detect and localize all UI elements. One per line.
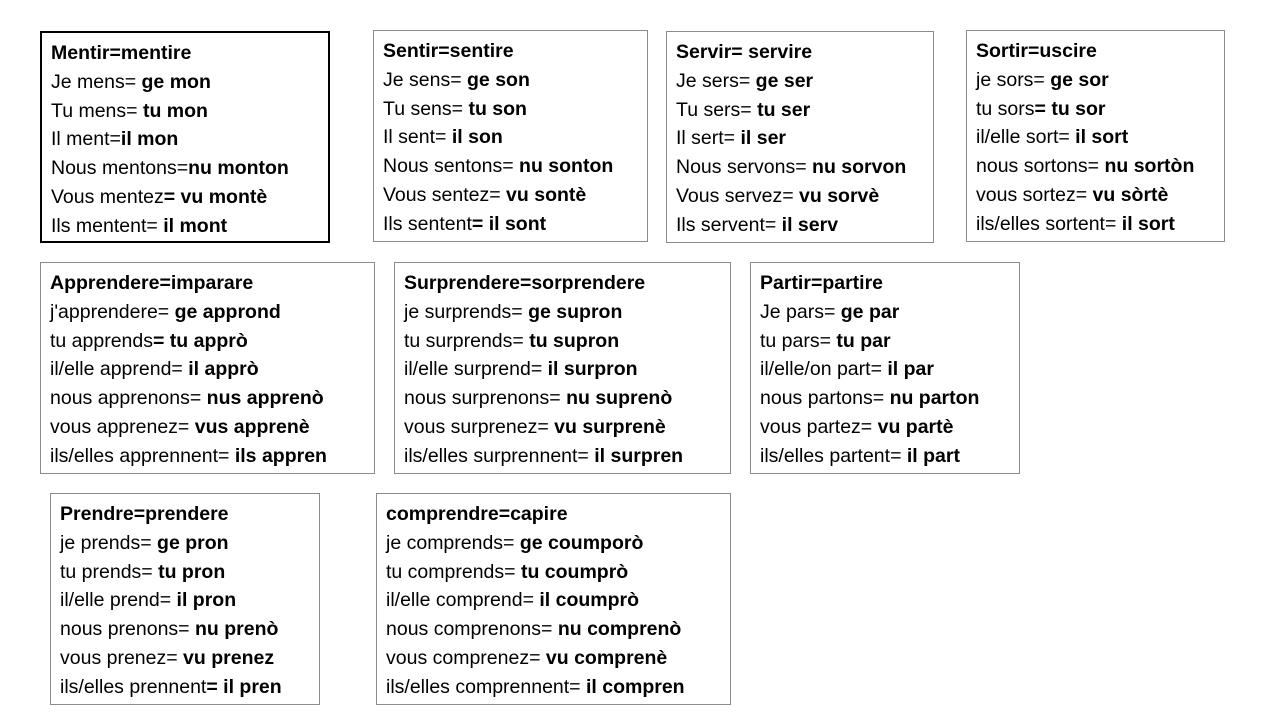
french-form: ils/elles surprennent= <box>404 444 595 467</box>
french-form: Tu mens= <box>51 99 143 122</box>
conjugation-line <box>976 210 1215 239</box>
french-form: Nous mentons= <box>51 157 189 180</box>
french-form: je comprends= <box>386 531 520 554</box>
dialect-form: vu comprenè <box>545 646 668 669</box>
conjugation-line <box>51 97 319 126</box>
dialect-form: il pron <box>176 589 237 612</box>
french-form: Il sert= <box>676 127 741 150</box>
french-form: tu pars= <box>760 329 837 352</box>
french-form: Ils servent= <box>676 213 782 236</box>
french-form: ils/elles comprennent= <box>386 675 586 698</box>
dialect-form: nu comprenò <box>557 618 682 641</box>
conjugation-line <box>51 183 319 212</box>
french-form: nous surprenons= <box>404 387 567 410</box>
dialect-form: il apprò <box>188 358 259 381</box>
conjugation-line <box>60 673 310 702</box>
conjugation-line <box>386 586 721 615</box>
conjugation-line <box>383 181 638 210</box>
french-form: il/elle surprend= <box>404 358 548 381</box>
conjugation-line <box>50 442 365 471</box>
dialect-form: il ser <box>740 127 787 150</box>
french-form: j'apprendere= <box>50 300 175 323</box>
conjugation-line <box>51 154 319 183</box>
dialect-form: = il sont <box>471 212 547 235</box>
verb-title: comprendre=capire <box>386 503 568 525</box>
dialect-form: nu suprenò <box>566 387 673 410</box>
dialect-form: tu son <box>468 97 527 120</box>
dialect-form: il sort <box>1121 212 1175 235</box>
dialect-form: ge par <box>840 300 900 323</box>
french-form: Il sent= <box>383 126 452 149</box>
french-form: nous apprenons= <box>50 387 207 410</box>
conjugation-line <box>976 152 1215 181</box>
verb-box-servir <box>666 31 934 243</box>
french-form: vous apprenez= <box>50 415 195 438</box>
dialect-form: tu ser <box>757 98 811 121</box>
conjugation-line <box>50 413 365 442</box>
french-form: Je sers= <box>676 69 756 92</box>
conjugation-line <box>676 67 924 96</box>
dialect-form: ge son <box>467 68 530 91</box>
french-form: nous sortons= <box>976 155 1105 178</box>
french-form: Je pars= <box>760 300 841 323</box>
conjugation-line <box>404 327 721 356</box>
dialect-form: nu parton <box>889 387 980 410</box>
dialect-form: ils appren <box>234 444 327 467</box>
dialect-form: vu surprenè <box>554 415 666 438</box>
dialect-form: ge mon <box>141 70 211 93</box>
conjugation-line <box>383 95 638 124</box>
conjugation-line <box>676 211 924 240</box>
french-form: Ils sentent <box>383 212 472 235</box>
french-form: Je sens= <box>383 68 468 91</box>
conjugation-line <box>676 182 924 211</box>
french-form: il/elle prend= <box>60 589 177 612</box>
dialect-form: vu prenez <box>183 646 275 669</box>
conjugation-line <box>760 442 1010 471</box>
french-form: vous surprenez= <box>404 415 555 438</box>
french-form: Tu sens= <box>383 97 469 120</box>
dialect-form: nu sorvon <box>812 156 907 179</box>
french-form: nous prenons= <box>60 618 195 641</box>
verb-box-mentir <box>40 31 330 243</box>
conjugation-line <box>383 152 638 181</box>
dialect-form: ge ser <box>755 69 814 92</box>
dialect-form: vu partè <box>877 415 954 438</box>
french-form: je surprends= <box>404 300 529 323</box>
dialect-form: il surpren <box>594 444 684 467</box>
verb-title: Servir= servire <box>676 41 813 63</box>
dialect-form: nu monton <box>188 157 289 180</box>
dialect-form: nus apprenò <box>206 387 324 410</box>
conjugation-line <box>386 529 721 558</box>
verb-box-comprendre <box>376 493 731 705</box>
french-form: Tu sers= <box>676 98 758 121</box>
verb-title: Partir=partire <box>760 272 884 294</box>
conjugation-line <box>50 355 365 384</box>
french-form: je prends= <box>60 531 158 554</box>
french-form: Je mens= <box>51 70 142 93</box>
conjugation-line <box>386 615 721 644</box>
dialect-form: ge supron <box>528 300 623 323</box>
dialect-form: = tu sor <box>1034 97 1106 120</box>
conjugation-line <box>383 123 638 152</box>
verb-box-sortir <box>966 30 1225 242</box>
verb-title: Prendre=prendere <box>60 503 229 525</box>
verb-title: Surprendere=sorprendere <box>404 272 646 294</box>
french-form: tu sors <box>976 97 1035 120</box>
french-form: nous partons= <box>760 387 890 410</box>
conjugation-line <box>760 413 1010 442</box>
french-form: Vous sentez= <box>383 183 507 206</box>
conjugation-line <box>676 153 924 182</box>
dialect-form: ge sor <box>1050 68 1109 91</box>
conjugation-line <box>383 210 638 239</box>
verb-box-partir <box>750 262 1020 474</box>
dialect-form: = vu montè <box>163 185 268 208</box>
conjugation-line <box>760 355 1010 384</box>
conjugation-line <box>386 644 721 673</box>
dialect-form: = il pren <box>206 675 282 698</box>
conjugation-line <box>60 558 310 587</box>
dialect-form: il sort <box>1075 126 1129 149</box>
conjugation-line <box>386 673 721 702</box>
conjugation-line <box>760 298 1010 327</box>
french-form: je sors= <box>976 68 1051 91</box>
french-form: ils/elles apprennent= <box>50 444 235 467</box>
dialect-form: tu coumprò <box>520 560 629 583</box>
french-form: tu surprends= <box>404 329 530 352</box>
dialect-form: il surpron <box>547 358 638 381</box>
conjugation-line <box>404 413 721 442</box>
conjugation-line <box>60 644 310 673</box>
dialect-form: il mont <box>163 214 228 237</box>
french-form: il/elle/on part= <box>760 358 888 381</box>
verb-title: Sentir=sentire <box>383 40 514 62</box>
dialect-form: vu sorvè <box>799 184 880 207</box>
french-form: Ils mentent= <box>51 214 164 237</box>
dialect-form: vus apprenè <box>194 415 310 438</box>
dialect-form: il son <box>451 126 503 149</box>
french-form: vous prenez= <box>60 646 184 669</box>
french-form: Vous mentez <box>51 185 164 208</box>
french-form: tu comprends= <box>386 560 521 583</box>
conjugation-line <box>386 558 721 587</box>
conjugation-line <box>50 327 365 356</box>
conjugation-line <box>51 68 319 97</box>
dialect-form: tu supron <box>529 329 620 352</box>
conjugation-line <box>976 181 1215 210</box>
verb-box-apprendere <box>40 262 375 474</box>
dialect-form: tu mon <box>142 99 208 122</box>
dialect-form: tu pron <box>158 560 226 583</box>
conjugation-line <box>51 125 319 154</box>
dialect-form: nu sonton <box>519 155 614 178</box>
french-form: ils/elles sortent= <box>976 212 1122 235</box>
dialect-form: nu prenò <box>194 618 279 641</box>
dialect-form: il par <box>887 358 934 381</box>
conjugation-line <box>404 298 721 327</box>
conjugation-line <box>404 442 721 471</box>
conjugation-line <box>976 123 1215 152</box>
dialect-form: ge apprond <box>174 300 281 323</box>
conjugation-line <box>760 384 1010 413</box>
conjugation-line <box>676 96 924 125</box>
french-form: nous comprenons= <box>386 618 558 641</box>
dialect-form: ge pron <box>157 531 229 554</box>
dialect-form: vu sòrtè <box>1092 183 1169 206</box>
conjugation-line <box>383 66 638 95</box>
dialect-form: vu sontè <box>506 183 587 206</box>
verb-box-sentir <box>373 30 648 242</box>
conjugation-line <box>404 355 721 384</box>
french-form: vous sortez= <box>976 183 1093 206</box>
conjugation-line <box>60 615 310 644</box>
verb-title: Apprendere=imparare <box>50 272 254 294</box>
dialect-form: il mon <box>120 128 179 151</box>
verb-box-prendre <box>50 493 320 705</box>
french-form: il/elle apprend= <box>50 358 189 381</box>
dialect-form: il part <box>906 444 960 467</box>
french-form: Nous sentons= <box>383 155 520 178</box>
french-form: ils/elles partent= <box>760 444 907 467</box>
french-form: tu apprends <box>50 329 153 352</box>
dialect-form: il coumprò <box>539 589 640 612</box>
conjugation-line <box>50 384 365 413</box>
conjugation-line <box>976 66 1215 95</box>
dialect-form: = tu apprò <box>153 329 248 352</box>
dialect-form: nu sortòn <box>1104 155 1195 178</box>
conjugation-line <box>60 529 310 558</box>
verb-title: Sortir=uscire <box>976 40 1097 62</box>
dialect-form: il compren <box>585 675 685 698</box>
conjugation-line <box>60 586 310 615</box>
dialect-form: tu par <box>836 329 891 352</box>
conjugation-line <box>51 212 319 241</box>
verb-box-surprendere <box>394 262 731 474</box>
french-form: tu prends= <box>60 560 159 583</box>
french-form: Nous servons= <box>676 156 813 179</box>
french-form: vous comprenez= <box>386 646 546 669</box>
conjugation-line <box>676 124 924 153</box>
dialect-form: ge coumporò <box>519 531 644 554</box>
dialect-form: il serv <box>781 213 839 236</box>
french-form: il/elle comprend= <box>386 589 540 612</box>
french-form: ils/elles prennent <box>60 675 207 698</box>
conjugation-line <box>50 298 365 327</box>
french-form: vous partez= <box>760 415 878 438</box>
french-form: il/elle sort= <box>976 126 1076 149</box>
conjugation-line <box>404 384 721 413</box>
french-form: Il ment= <box>51 128 121 151</box>
french-form: Vous servez= <box>676 184 800 207</box>
conjugation-line <box>760 327 1010 356</box>
verb-title: Mentir=mentire <box>51 42 192 64</box>
conjugation-line <box>976 95 1215 124</box>
